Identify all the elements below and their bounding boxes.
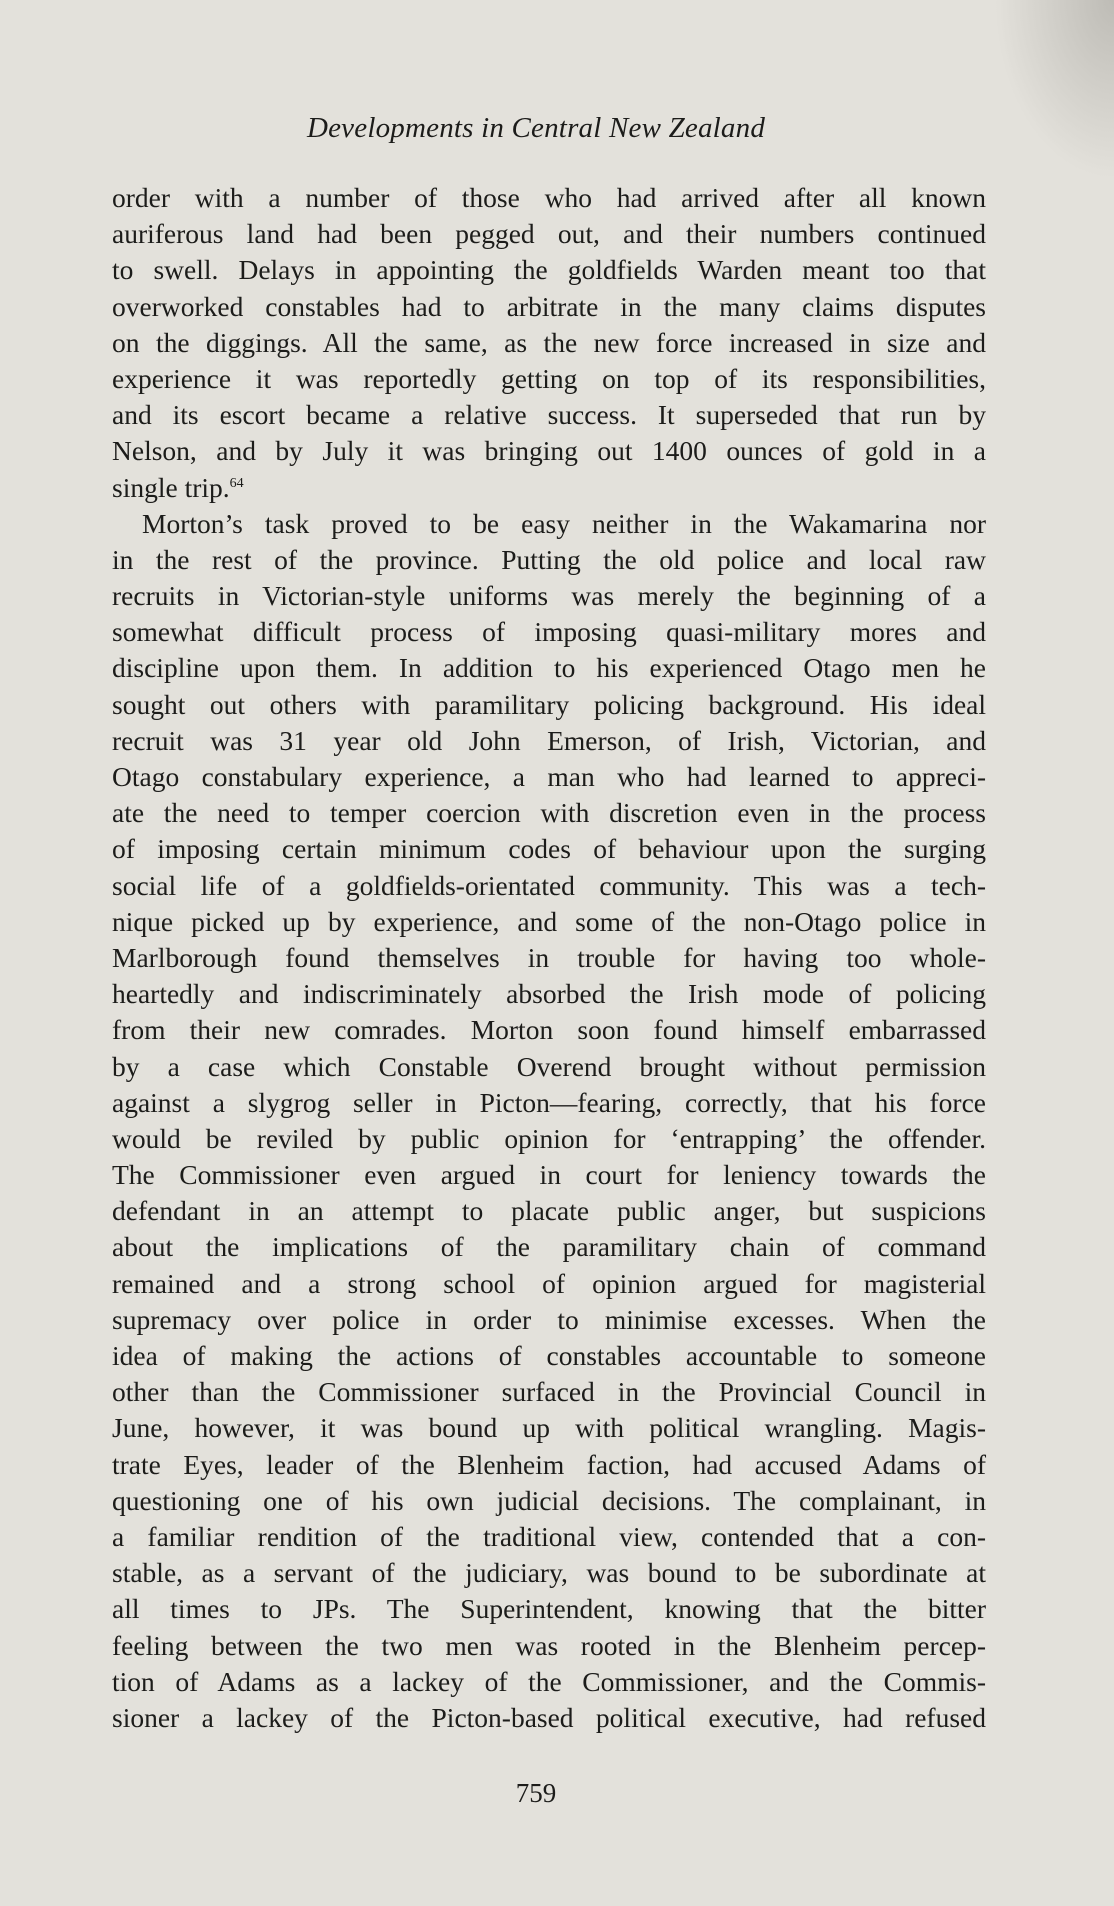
text-line: Otago constabulary experience, a man who had learned to appreci- — [112, 761, 986, 792]
text-line: would be reviled by public opinion for ‘entrapping’ the offender. — [112, 1122, 986, 1154]
text-line: of imposing certain minimum codes of behaviour upon the surging — [112, 833, 986, 865]
text-line: by a case which Constable Overend brought without permission — [112, 1050, 986, 1082]
text-line: feeling between the two men was rooted in the Blenheim percep- — [112, 1629, 986, 1661]
text-line: tion of Adams as a lackey of the Commissioner, and the Commis- — [112, 1665, 986, 1697]
text-line: questioning one of his own judicial decisions. The complainant, in — [112, 1484, 986, 1516]
text-line: Marlborough found themselves in trouble for having too whole- — [112, 941, 986, 973]
text-line: sioner a lackey of the Picton-based political executive, had refused — [112, 1701, 986, 1733]
text-line: defendant in an attempt to placate public anger, but suspicions — [112, 1195, 986, 1227]
page-edge-shadow — [994, 0, 1114, 180]
text-line: recruit was 31 year old John Emerson, of Irish, Victorian, and — [112, 724, 986, 756]
text-line: other than the Commissioner surfaced in the Provincial Council in — [112, 1376, 986, 1408]
body-text — [112, 180, 986, 1736]
text-line: ate the need to temper coercion with discretion even in the process — [112, 797, 986, 829]
text-line: nique picked up by experience, and some of the non-Otago police in — [112, 905, 986, 937]
page-number: 759 — [515, 1778, 557, 1808]
footnote-reference: 64 — [229, 475, 244, 491]
text-line-content: single trip. — [112, 471, 230, 503]
text-line: recruits in Victorian-style uniforms was merely the beginning of a — [112, 580, 986, 612]
text-line: auriferous land had been pegged out, and their numbers continued — [112, 218, 986, 250]
text-line: on the diggings. All the same, as the new force increased in size and — [112, 326, 986, 358]
text-line: social life of a goldfields-orientated community. This was a tech- — [112, 869, 986, 901]
text-line-paragraph-start: Morton’s task proved to be easy neither in the Wakamarina nor — [142, 507, 986, 539]
text-line: heartedly and indiscriminately absorbed the Irish mode of policing — [112, 978, 986, 1010]
text-line: from their new comrades. Morton soon found himself embarrassed — [112, 1014, 986, 1046]
text-line: against a slygrog seller in Picton—fearing, correctly, that his force — [112, 1086, 986, 1118]
text-line: a familiar rendition of the traditional view, contended that a con- — [112, 1520, 986, 1552]
text-line: about the implications of the paramilitary chain of command — [112, 1231, 986, 1263]
running-head: Developments in Central New Zealand — [306, 112, 766, 144]
text-line: discipline upon them. In addition to his experienced Otago men he — [112, 652, 986, 684]
text-line: sought out others with paramilitary policing background. His ideal — [112, 688, 986, 720]
text-line: all times to JPs. The Superintendent, knowing that the bitter — [112, 1593, 986, 1625]
text-line-paragraph-end — [112, 470, 986, 506]
text-line: June, however, it was bound up with political wrangling. Magis- — [112, 1412, 986, 1444]
text-line: stable, as a servant of the judiciary, was bound to be subordinate at — [112, 1557, 986, 1589]
text-line: and its escort became a relative success. It superseded that run by — [112, 399, 986, 431]
text-line: idea of making the actions of constables accountable to someone — [112, 1340, 986, 1371]
text-line: order with a number of those who had arrived after all known — [112, 182, 986, 213]
text-line: somewhat difficult process of imposing quasi-military mores and — [112, 616, 986, 648]
text-line: overworked constables had to arbitrate in the many claims disputes — [112, 290, 986, 322]
text-line: in the rest of the province. Putting the old police and local raw — [112, 543, 986, 575]
text-line: experience it was reportedly getting on top of its responsibilities, — [112, 362, 986, 394]
text-line: supremacy over police in order to minimise excesses. When the — [112, 1303, 986, 1335]
text-line: remained and a strong school of opinion argued for magisterial — [112, 1267, 986, 1299]
text-line: The Commissioner even argued in court for leniency towards the — [112, 1159, 986, 1191]
text-line: trate Eyes, leader of the Blenheim faction, had accused Adams of — [112, 1448, 986, 1480]
text-line: to swell. Delays in appointing the goldfields Warden meant too that — [112, 254, 986, 286]
text-line: Nelson, and by July it was bringing out 1400 ounces of gold in a — [112, 435, 986, 467]
